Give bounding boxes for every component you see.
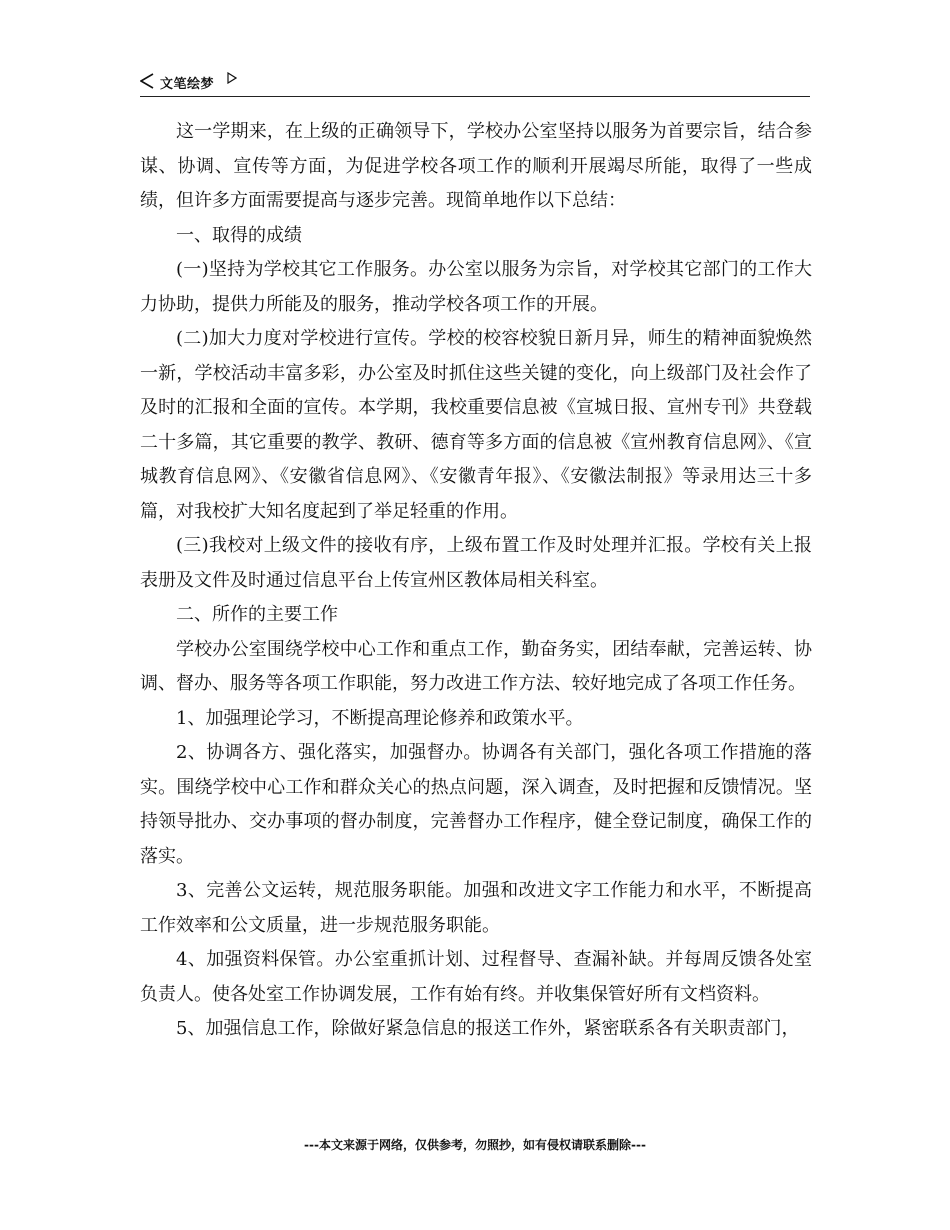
section-heading: 一、取得的成绩: [176, 224, 302, 246]
page-header: [140, 70, 810, 97]
paragraph: 学校办公室围绕学校中心工作和重点工作，勤奋务实，团结奉献，完善运转、协调、督办、服务等各项工作职能，努力改进工作方法、较好地完成了各项工作任务。: [140, 638, 812, 694]
paragraph: 1、加强理论学习，不断提高理论修养和政策水平。: [176, 707, 584, 729]
paragraph: (一)坚持为学校其它工作服务。办公室以服务为宗旨，对学校其它部门的工作大力协助，提供力所能及的服务，推动学校各项工作的开展。: [140, 259, 812, 315]
section-heading: 二、所作的主要工作: [176, 604, 338, 625]
document-body: [140, 115, 812, 1047]
paragraph: 3、完善公文运转，规范服务职能。加强和改进文字工作能力和水平，不断提高工作效率和公文质量，进一步规范服务职能。: [140, 880, 812, 936]
header-brand: 文笔绘梦: [160, 77, 215, 92]
paragraph: (三)我校对上级文件的接收有序，上级布置工作及时处理并汇报。学校有关上报表册及文件及时通过信息平台上传宣州区教体局相关科室。: [140, 535, 812, 591]
page-footer: ---本文来源于网络，仅供参考，勿照抄，如有侵权请联系删除---: [304, 1138, 646, 1152]
triangle-left-icon: [140, 73, 154, 89]
paragraph: 4、加强资料保管。办公室重抓计划、过程督导、查漏补缺。并每周反馈各处室负责人。使各处室工作协调发展，工作有始有终。并收集保管好所有文档资料。: [140, 949, 812, 1005]
paragraph: 2、协调各方、强化落实，加强督办。协调各有关部门，强化各项工作措施的落实。围绕学校中心工作和群众关心的热点问题，深入调查，及时把握和反馈情况。坚持领导批办、交办事项的督办制度，完善督办工作程序，健全登记制度，确保工作的落实。: [140, 742, 812, 867]
triangle-right-icon: [227, 72, 237, 84]
paragraph: 5、加强信息工作，除做好紧急信息的报送工作外，紧密联系各有关职责部门，: [176, 1018, 800, 1039]
paragraph: (二)加大力度对学校进行宣传。学校的校容校貌日新月异，师生的精神面貌焕然一新，学校活动丰富多彩，办公室及时抓住这些关键的变化，向上级部门及社会作了及时的汇报和全面的宣传。本学期，我校重要信息被《宣城日报、宣州专刊》共登载二十多篇，其它重要的教学、教研、德育等多方面的信息被《宣州教育信息网》、《宣城教育信息网》、《安徽省信息网》、《安徽青年报》、《安徽法制报》等录用达三十多篇，对我校扩大知名度起到了举足轻重的作用。: [140, 328, 812, 522]
paragraph: 这一学期来，在上级的正确领导下，学校办公室坚持以服务为首要宗旨，结合参谋、协调、宣传等方面，为促进学校各项工作的顺利开展竭尽所能，取得了一些成绩，但许多方面需要提高与逐步完善。现简单地作以下总结：: [140, 121, 812, 211]
